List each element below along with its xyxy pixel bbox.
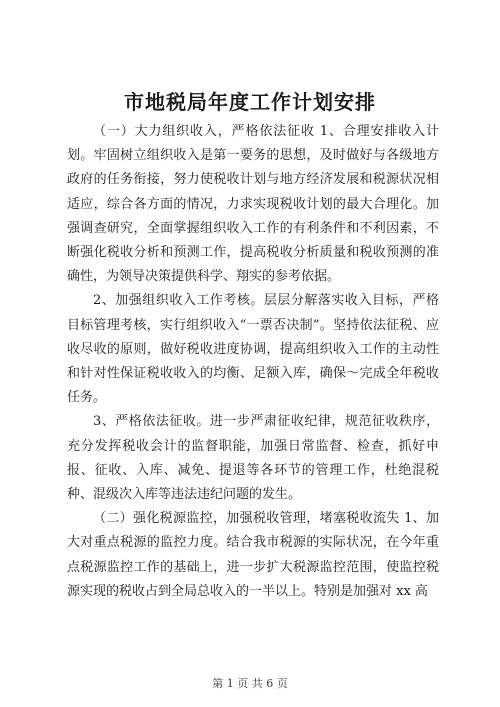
document-title: 市地税局年度工作计划安排	[124, 90, 376, 114]
page-number-footer: 第 1 页 共 6 页	[212, 677, 288, 690]
paragraph: （一）大力组织收入，严格依法征收 1、合理安排收入计划。牢固树立组织收入是第一要务的思想，及时做好与各级地方政府的任务衔接，努力使税收计划与地方经济发展和税源状况相适应，综合各方面的情况，力求实现税收计划的最大合理化。加强调查研究，全面掌握组织收入工作的有利条件和不利因素，不断强化税收分析和预测工作，提高税收分析质量和税收预测的准确性，为领导决策提供科学、翔实的参考依据。	[67, 124, 439, 285]
paragraph: 2、加强组织收入工作考核。层层分解落实收入目标，严格目标管理考核，实行组织收入“一票否决制”。坚持依法征税、应收尽收的原则，做好税收进度协调，提高组织收入工作的主动性和针对性保证税收收入的均衡、足额入库，确保～完成全年税收任务。	[67, 293, 439, 406]
paragraph: 3、严格依法征收。进一步严肃征收纪律，规范征收秩序，充分发挥税收会计的监督职能，加强日常监督、检查，抓好申报、征收、入库、减免、提退等各环节的管理工作，杜绝混税种、混级次入库等违法违纪问题的发生。	[67, 414, 439, 503]
document-body	[67, 120, 439, 604]
paragraph: （二）强化税源监控，加强税收管理，堵塞税收流失 1、加大对重点税源的监控力度。结合我市税源的实际状况，在今年重点税源监控工作的基础上，进一步扩大税源监控范围，使监控税源实现的税收占到全局总收入的一半以上。特别是加强对 xx 高	[67, 511, 439, 599]
